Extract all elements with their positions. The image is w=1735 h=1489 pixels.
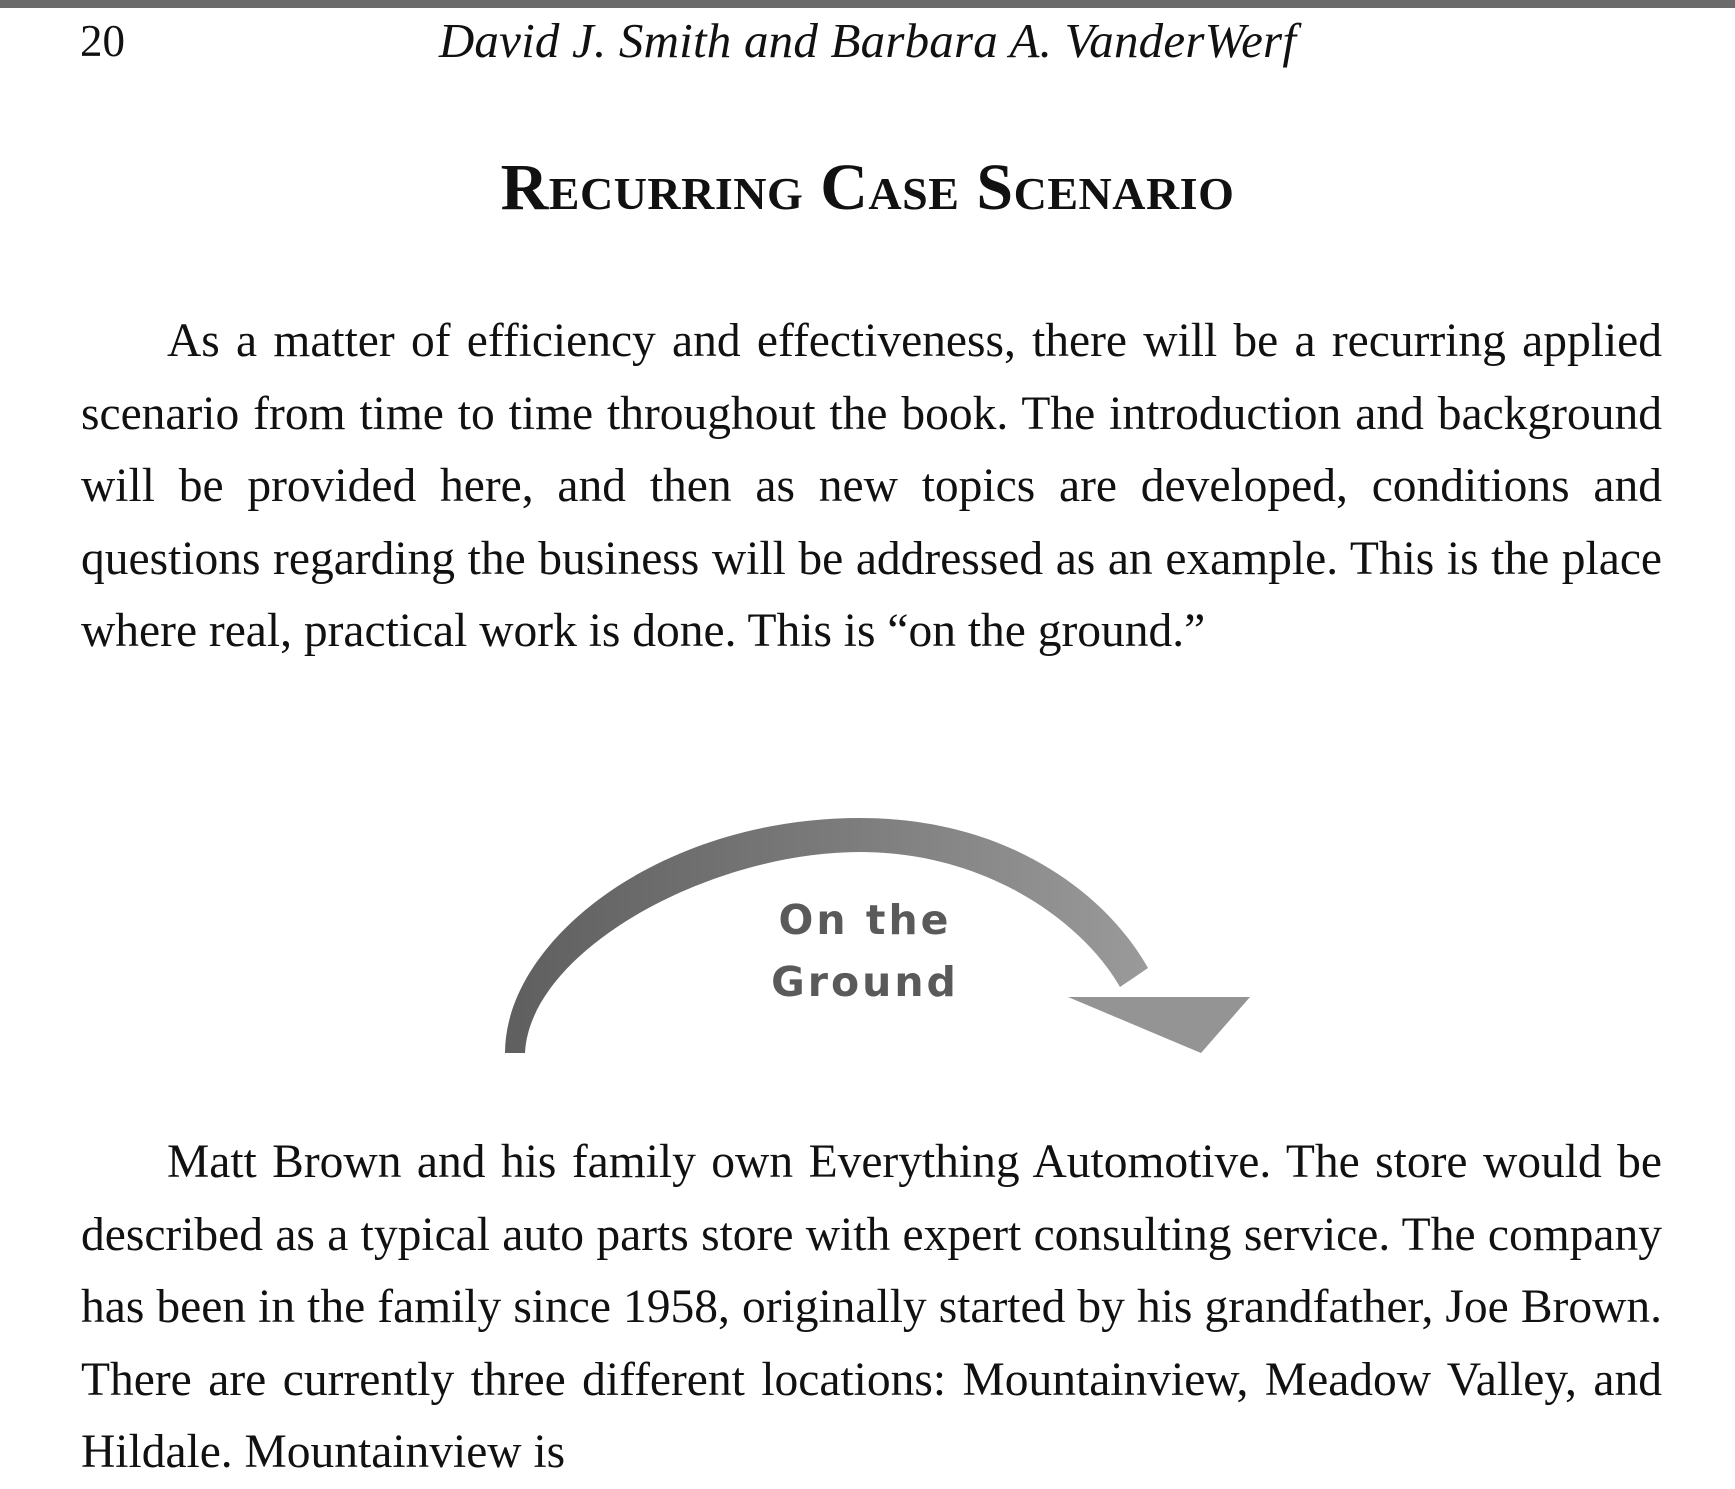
curved-arrow-icon <box>480 800 1260 1070</box>
on-the-ground-figure <box>480 800 1260 1070</box>
running-head-authors: David J. Smith and Barbara A. VanderWerf <box>438 13 1297 68</box>
top-rule <box>0 0 1735 8</box>
running-head <box>0 10 1735 72</box>
page-number: 20 <box>80 16 125 66</box>
figure-label-line-1: On the <box>778 896 952 944</box>
paragraph-intro: As a matter of efficiency and effectiveness, there will be a recurring applied scenario from time to time throughout the book. The introduction and background will be provided here, and then as new topics are developed, conditions and questions regarding the business will be addressed as an example. This is the place where real, practical work is done. This is “on the ground.” <box>81 315 1662 657</box>
figure-label-line-2: Ground <box>771 958 959 1006</box>
arrow-head <box>1068 997 1250 1053</box>
paragraph-everything-automotive: Matt Brown and his family own Everything Automotive. The store would be described as a typical auto parts store with expert consulting service. The company has been in the family since 1958, originally started by his grandfather, Joe Brown. There are currently three different locations: Mountainview, Meadow Valley, and Hildale. Mountainview is <box>81 1136 1662 1478</box>
section-title: Recurring Case Scenario <box>500 151 1235 224</box>
